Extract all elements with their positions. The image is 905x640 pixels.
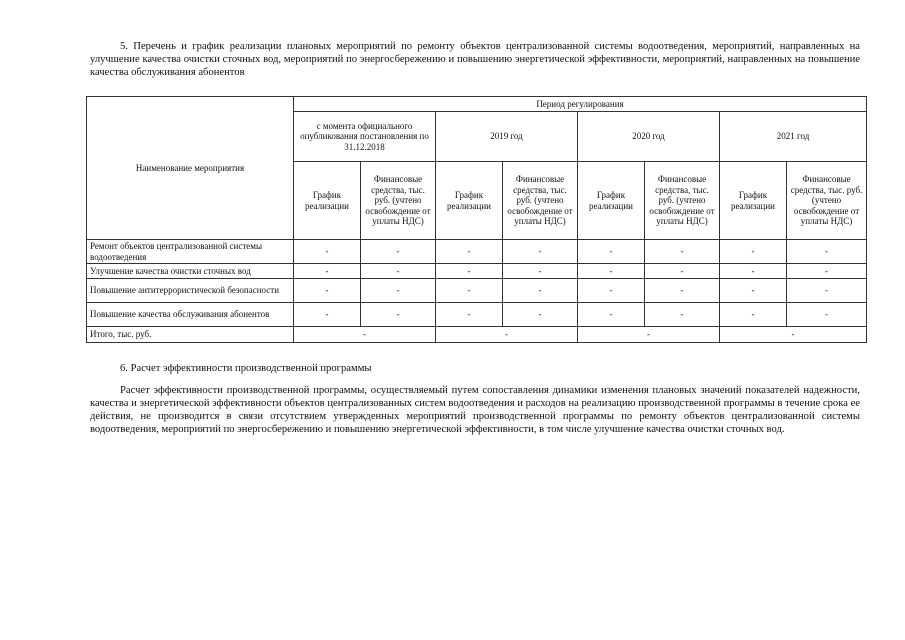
- table-cell: -: [361, 279, 436, 303]
- table-cell: -: [361, 264, 436, 279]
- table-cell: -: [787, 279, 867, 303]
- sub-header-finance: Финансовые средства, тыс. руб. (учтено освобождение от уплаты НДС): [503, 162, 578, 240]
- table-cell: -: [720, 264, 787, 279]
- table-row: [87, 279, 867, 303]
- row-name: Повышение качества обслуживания абонентов: [87, 303, 294, 327]
- table-cell: -: [294, 240, 361, 264]
- table-cell: -: [436, 264, 503, 279]
- table-cell: -: [645, 279, 720, 303]
- table-row: [87, 264, 867, 279]
- period-header-2018: с момента официального опубликования постановления по 31.12.2018: [294, 112, 436, 162]
- period-header-2019: 2019 год: [436, 112, 578, 162]
- total-cell: -: [578, 327, 720, 343]
- table-cell: -: [645, 303, 720, 327]
- col-header-name: Наименование мероприятия: [87, 97, 294, 240]
- table-cell: -: [720, 303, 787, 327]
- table-cell: -: [503, 240, 578, 264]
- table-cell: -: [787, 264, 867, 279]
- table-cell: -: [436, 240, 503, 264]
- row-name: Повышение антитеррористической безопасности: [87, 279, 294, 303]
- table-row: [87, 240, 867, 264]
- table-cell: -: [436, 279, 503, 303]
- table-cell: -: [436, 303, 503, 327]
- table-cell: -: [294, 303, 361, 327]
- table-cell: -: [720, 240, 787, 264]
- period-header-2021: 2021 год: [720, 112, 867, 162]
- table-cell: -: [361, 303, 436, 327]
- table-cell: -: [645, 240, 720, 264]
- section-6-paragraph: Расчет эффективности производственной программы, осуществляемый путем сопоставления динамики изменения плановых значений показателей надежности, качества и энергетической эффективности объектов централизованных систем водоотведения и расходов на реализацию производственной программы в течение срока ее действия, не производится в связи отсутствием утвержденных мероприятий производственной программы по ремонту объектов централизованной системы водоотведения, мероприятий по энергосбережению и повышению энергетической эффективности, в том числе улучшение качества очистки сточных вод.: [90, 385, 860, 435]
- table-cell: -: [787, 240, 867, 264]
- total-cell: -: [720, 327, 867, 343]
- sub-header-finance: Финансовые средства, тыс. руб. (учтено освобождение от уплаты НДС): [645, 162, 720, 240]
- period-header-2020: 2020 год: [578, 112, 720, 162]
- sub-header-schedule: График реализации: [436, 162, 503, 240]
- table-cell: -: [578, 240, 645, 264]
- total-row: [87, 327, 867, 343]
- period-header: Период регулирования: [294, 97, 867, 112]
- table-cell: -: [503, 264, 578, 279]
- table-cell: -: [787, 303, 867, 327]
- section-5-paragraph: 5. Перечень и график реализации плановых мероприятий по ремонту объектов централизованной системы водоотведения, мероприятий, направленных на улучшение качества очистки сточных вод, мероприятий по энергосбережению и повышению энергетической эффективности, мероприятий, направленных на повышение качества обслуживания абонентов: [90, 41, 860, 78]
- table-cell: -: [645, 264, 720, 279]
- table-cell: -: [503, 303, 578, 327]
- table-cell: -: [578, 279, 645, 303]
- sub-header-schedule: График реализации: [294, 162, 361, 240]
- table-cell: -: [578, 303, 645, 327]
- sub-header-schedule: График реализации: [720, 162, 787, 240]
- sub-header-finance: Финансовые средства, тыс. руб. (учтено освобождение от уплаты НДС): [361, 162, 436, 240]
- table-row: [87, 303, 867, 327]
- row-name: Ремонт объектов централизованной системы водоотведения: [87, 240, 294, 264]
- row-name: Улучшение качества очистки сточных вод: [87, 264, 294, 279]
- section-6-heading: 6. Расчет эффективности производственной программы: [120, 363, 372, 374]
- plan-table: [86, 96, 867, 343]
- total-label: Итого, тыс. руб.: [87, 327, 294, 343]
- sub-header-schedule: График реализации: [578, 162, 645, 240]
- total-cell: -: [436, 327, 578, 343]
- sub-header-finance: Финансовые средства, тыс. руб. (учтено освобождение от уплаты НДС): [787, 162, 867, 240]
- total-cell: -: [294, 327, 436, 343]
- table-cell: -: [503, 279, 578, 303]
- table-cell: -: [361, 240, 436, 264]
- table-cell: -: [294, 279, 361, 303]
- table-cell: -: [578, 264, 645, 279]
- table-cell: -: [720, 279, 787, 303]
- table-cell: -: [294, 264, 361, 279]
